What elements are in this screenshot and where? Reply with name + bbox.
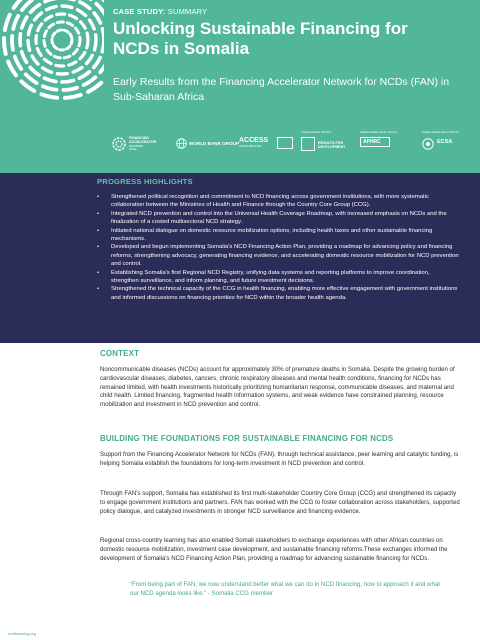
ecsa-emblem-icon xyxy=(422,138,434,150)
page-subtitle: Early Results from the Financing Accelerator Network for NCDs (FAN) in Sub-Saharan Africa xyxy=(113,76,450,103)
context-paragraph: Noncommunicable diseases (NCDs) account for approximately 30% of premature deaths in Somalia. Despite the growing burden of cardiovascular diseases, diabetes, cancers, chronic respiratory diseases and mental health conditions, financing for NCDs has remained limited, with health investments historically prioritizing humanitarian response, communicable diseases, and maternal and child health. Limited financing, fragmented health information systems, and weak evidence have constrained planning, resource mobilization and investment in NCD prevention and control. xyxy=(100,366,455,409)
partner-logos xyxy=(112,131,474,157)
ecsa-text: ECSA xyxy=(437,139,453,145)
aphrc-text: APHRC xyxy=(363,139,381,145)
highlight-item: • Developed and begun implementing Somalia's NCD Financing Action Plan, providing a roadmap for advancing policy and financing reforms, strengthening advocacy, generating financing evidence, and accelerating domestic resource mobilization for NCD prevention and control. xyxy=(97,243,459,268)
footer-website-link[interactable]: ncdfinancing.org xyxy=(8,632,36,636)
r4d-mark-icon xyxy=(301,137,315,151)
development-text: DEVELOPMENT xyxy=(318,145,346,149)
world-bank-logo xyxy=(176,131,240,157)
world-bank-text: WORLD BANK GROUP xyxy=(189,141,240,146)
aphrc-caption: Subject-Matter Expert Partner xyxy=(360,130,397,134)
foundations-paragraph-1: Support from the Financing Accelerator Network for NCDs (FAN), through technical assistance, peer learning and catalytic funding, is helping Somalia establish the foundations for long-term investment in NCD prevention and control. xyxy=(100,451,459,467)
swirl-graphic xyxy=(0,0,104,110)
implementation-partners-caption: Implementation Partners xyxy=(301,130,332,134)
fan-logo-line-2: ACCELERATOR xyxy=(129,140,157,144)
fan-logo-icon xyxy=(112,137,126,151)
context-heading: CONTEXT xyxy=(100,349,140,358)
foundations-paragraph-2: Through FAN's support, Somalia has established its first multi-stakeholder Country Core Group (CCG) and strengthened its capacity to engage government institutions and partners. FAN has worked with the CCG to foster collaboration across stakeholders, supported policy dialogue, and catalyzed investments in stronger NCD surveillance and financing evidence. xyxy=(100,490,460,515)
highlight-item: • Strengthened political recognition and commitment to NCD financing across government institutions, with more systematic collaboration between the Ministries of Health and Finance through the Country Core Group (CCG). xyxy=(97,193,459,210)
accelerator-text: ACCELERATOR xyxy=(239,144,262,148)
header-banner xyxy=(0,0,480,173)
highlight-item: • Initiated national dialogue on domestic resource mobilization options, including health taxes and other sustainable financing mechanisms. xyxy=(97,227,459,244)
progress-highlights-list xyxy=(97,193,459,302)
access-text: ACCESS xyxy=(239,137,269,144)
fan-logo-line-1: FINANCING xyxy=(129,136,149,140)
progress-highlights-heading: PROGRESS HIGHLIGHTS xyxy=(97,177,193,186)
fan-logo xyxy=(112,131,170,157)
foundations-heading: BUILDING THE FOUNDATIONS FOR SUSTAINABLE FINANCING FOR NCDS xyxy=(100,434,394,443)
fan-logo-line-4: NCDs xyxy=(129,147,137,151)
page-title: Unlocking Sustainable Financing for NCDs in Somalia xyxy=(113,19,408,58)
access-badge-icon xyxy=(277,137,293,149)
results-for-development-logo xyxy=(301,131,353,157)
results-for-text: RESULTS FOR xyxy=(318,141,344,145)
case-study-label: CASE STUDY: SUMMARY xyxy=(113,7,208,16)
access-accelerator-logo xyxy=(239,131,293,157)
progress-highlights-panel xyxy=(0,173,480,343)
ecsa-caption: Subject-Matter Expert Partner xyxy=(422,130,459,134)
ccg-member-quote: “From being part of FAN, we now understand better what we can do in NCD financing, how to approach it and what our NCD agenda looks like.” - Somalia CCG member xyxy=(130,581,440,597)
ecsa-logo xyxy=(422,131,474,157)
highlight-item: • Strengthened the technical capacity of the CCG in health financing, enabling more effective engagement with government institutions and informed discussions on financing priorities for NCD within the broader health agenda. xyxy=(97,285,459,302)
highlight-item: • Integrated NCD prevention and control into the Universal Health Coverage Roadmap, with increased emphasis on NCDs and the finalization of a costed multisectoral NCD strategy. xyxy=(97,210,459,227)
highlight-item: • Establishing Somalia's first Regional NCD Registry, unifying data systems and reporting platforms to improve coordination, strengthen surveillance, and inform planning, and future investment decisions. xyxy=(97,269,459,286)
aphrc-logo xyxy=(360,131,415,157)
globe-icon xyxy=(176,138,187,149)
foundations-paragraph-3: Regional cross-country learning has also enabled Somali stakeholders to exchange experiences with other African countries on domestic resource mobilization, investment case development, and sustainable financing reforms.These exchanges informed the development of Somalia's NCD Financing Action Plan, providing a roadmap for advancing sustainable financing for NCDs. xyxy=(100,537,448,562)
fan-logo-line-3: NETWORK xyxy=(129,144,144,148)
